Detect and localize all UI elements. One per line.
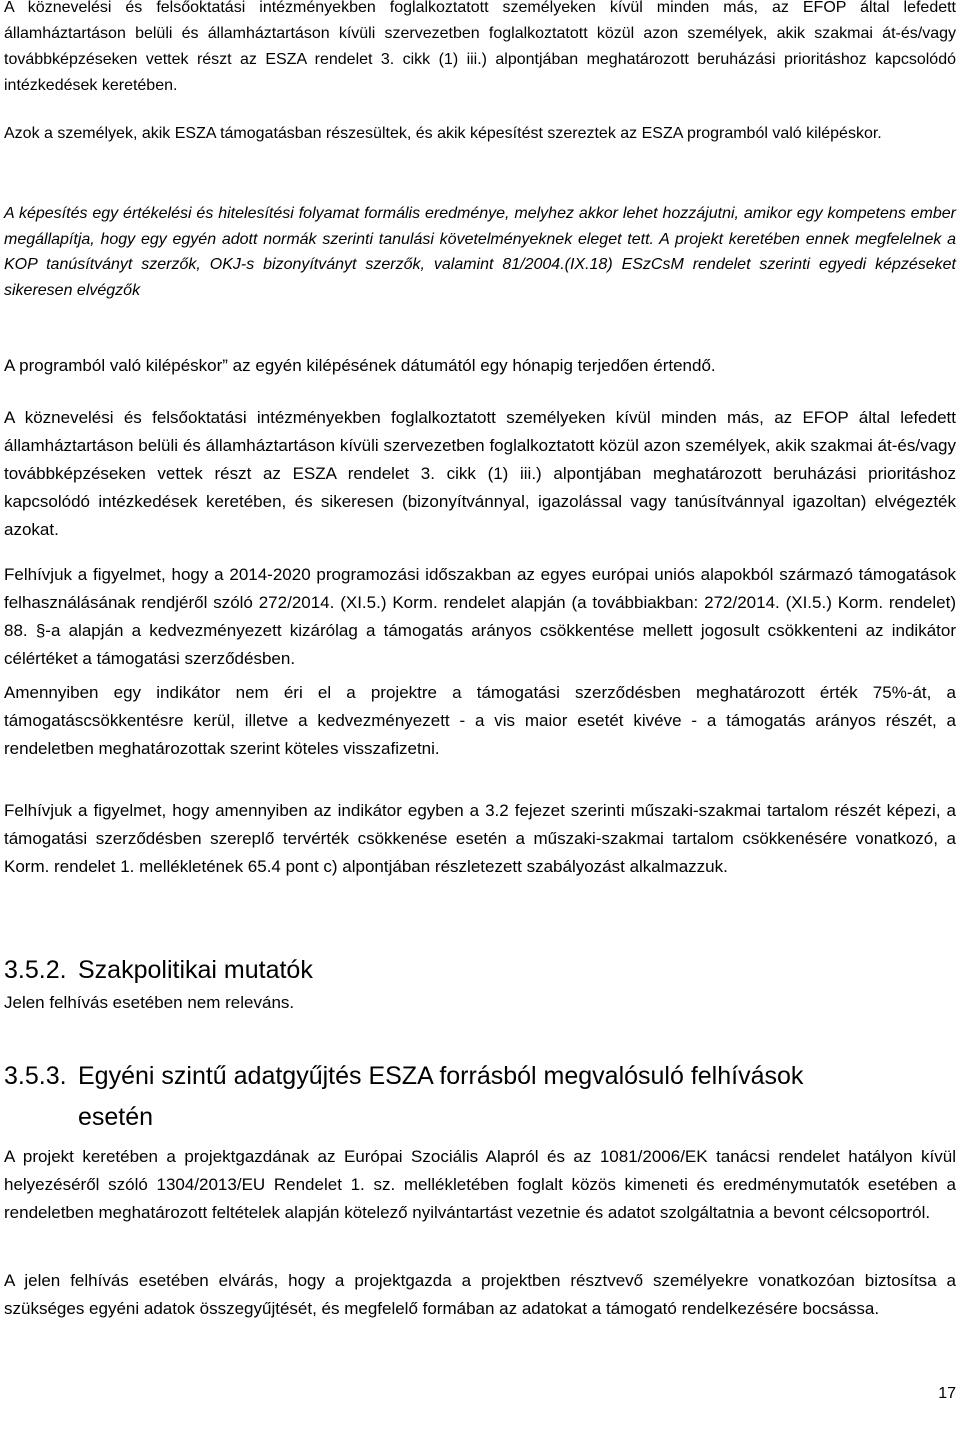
section-title: Egyéni szintű adatgyűjtés ESZA forrásból megvalósuló felhívások — [78, 1062, 804, 1090]
section-heading-3-5-3 — [4, 1061, 956, 1133]
paragraph-notice-regulation: Felhívjuk a figyelmet, hogy a 2014-2020 programozási időszakban az egyes európai uniós alapokból származó támogatások felhasználásának rendjéről szóló 272/2014. (XI.5.) Korm. rendelet alapján (a továbbiakban: 272/2014. (XI.5.) Korm. rendelet) 88. §-a alapján a kedvezményezett kizárólag a támogatás arányos csökkentése mellett jogosult csökkenteni az indikátor célértéket a támogatási szerződésben. — [4, 565, 956, 668]
page-number: 17 — [938, 1385, 956, 1402]
paragraph-employees-completed: A köznevelési és felsőoktatási intézményekben foglalkoztatott személyeken kívül minden más, az EFOP által lefedett államháztartáson belüli és államháztartáson kívüli szervezetben foglalkoztatott közül azon személyek, akik szakmai át-és/vagy továbbképzéseken vettek részt az ESZA rendelet 3. cikk (1) iii.) alpontjában meghatározott beruházási prioritáshoz kapcsolódó intézkedések keretében, és sikeresen (bizonyítvánnyal, igazolással vagy tanúsítvánnyal igazoltan) elvégezték azokat. — [4, 408, 956, 539]
paragraph-esza-qualification: Azok a személyek, akik ESZA támogatásban részesültek, és akik képesítést szereztek az ESZA programból való kilépéskor. — [4, 125, 882, 142]
section-number: 3.5.3. — [4, 1062, 67, 1090]
paragraph-qualification-definition: A képesítés egy értékelési és hitelesítési folyamat formális eredménye, melyhez akkor lehet hozzájutni, amikor egy kompetens ember megállapítja, hogy egy egyén adott normák szerinti tanulási követelményeknek eleget tett. A projekt keretében ennek megfelelnek a KOP tanúsítványt szerzők, OKJ-s bizonyítványt szerzők, valamint 81/2004.(IX.18) ESzCsM rendelet szerinti egyedi képzéseket sikeresen elvégzők — [4, 205, 956, 299]
paragraph-data-expectation: A jelen felhívás esetében elvárás, hogy a projektgazda a projektben résztvevő személyekre vonatkozóan biztosítsa a szükséges egyéni adatok összegyűjtését, és megfelelő formában az adatokat a támogató rendelkezésére bocsássa. — [4, 1271, 956, 1318]
paragraph-notice-technical-content: Felhívjuk a figyelmet, hogy amennyiben az indikátor egyben a 3.2 fejezet szerinti műszaki-szakmai tartalom részét képezi, a támogatási szerződésben szereplő tervérték csökkenése esetén a műszaki-szakmai tartalom csökkenésére vonatkozó, a Korm. rendelet 1. mellékletének 65.4 pont c) alpontjában részletezett szabályozást alkalmazzuk. — [4, 801, 956, 876]
paragraph-data-collection: A projekt keretében a projektgazdának az Európai Szociális Alapról és az 1081/2006/EK tanácsi rendelet hatályon kívül helyezéséről szóló 1304/2013/EU Rendelet 1. sz. mellékletében foglalt közös kimeneti és eredménymutatók esetében a rendeletben meghatározott feltételek alapján kötelező nyilvántartást vezetnie és adatot szolgáltatnia a bevont célcsoportról. — [4, 1147, 956, 1222]
section-title: Szakpolitikai mutatók — [78, 956, 313, 984]
section-heading-3-5-2 — [4, 955, 313, 986]
paragraph-indicator-shortfall: Amennyiben egy indikátor nem éri el a projektre a támogatási szerződésben meghatározott érték 75%-át, a támogatáscsökkentésre kerül, illetve a kedvezményezett - a vis maior esetét kivéve - a támogatás arányos részét, a rendeletben meghatározottak szerint köteles visszafizetni. — [4, 683, 956, 758]
paragraph-exit-definition-visible: A programból való kilépéskor” az egyén kilépésének dátumától egy hónapig terjedően értendő. — [4, 356, 716, 375]
section-number: 3.5.2. — [4, 956, 67, 984]
paragraph-not-relevant: Jelen felhívás esetében nem releváns. — [4, 993, 295, 1012]
paragraph-employees-training: A köznevelési és felsőoktatási intézményekben foglalkoztatott személyeken kívül minden más, az EFOP által lefedett államháztartáson belüli és államháztartáson kívüli szervezetben foglalkoztatott közül azon személyek, akik szakmai át-és/vagy továbbképzéseken vettek részt az ESZA rendelet 3. cikk (1) iii.) alpontjában meghatározott beruházási prioritáshoz kapcsolódó intézkedések keretében. — [4, 0, 956, 94]
section-title-continued: esetén — [78, 1103, 154, 1131]
